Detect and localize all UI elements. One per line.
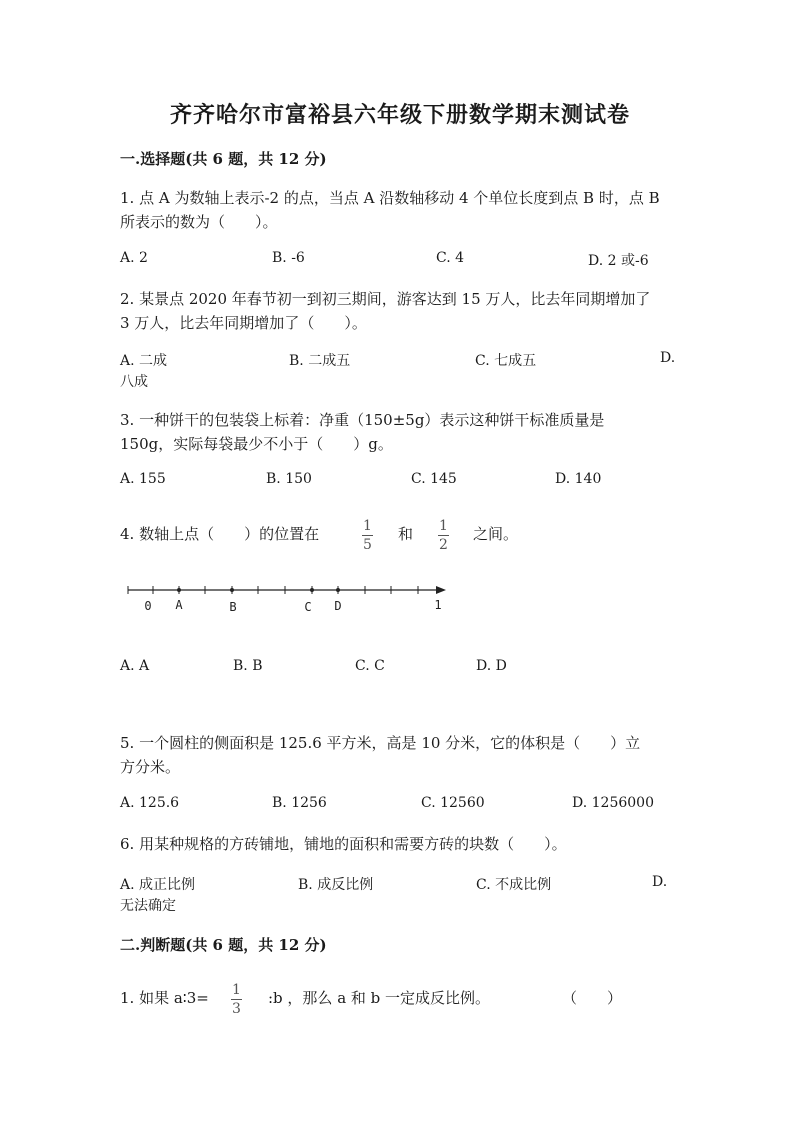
fraction-bar — [362, 535, 373, 536]
q2-option-c: C. 七成五 — [475, 353, 537, 369]
q4-option-b: B. B — [233, 658, 263, 674]
section-heading-judgement: 二.判断题(共 6 题，共 12 分) — [120, 936, 327, 954]
q4-frac1-numerator: 1 — [363, 518, 372, 534]
q1-option-c: C. 4 — [436, 250, 465, 266]
label-a: A — [175, 598, 183, 612]
q2-option-d-text: 八成 — [120, 374, 148, 390]
section-heading-choice: 一.选择题(共 6 题，共 12 分) — [120, 150, 327, 168]
q4-frac2-numerator: 1 — [439, 518, 448, 534]
q4-text-between: 之间。 — [473, 525, 519, 543]
q5-text-line2: 方分米。 — [120, 758, 181, 776]
label-c: C — [304, 600, 312, 614]
q6-option-d-text: 无法确定 — [120, 898, 176, 914]
q4-fraction-one-half — [438, 518, 449, 553]
label-d: D — [334, 599, 342, 613]
q5-option-d: D. 1256000 — [572, 795, 654, 811]
q3-option-d: D. 140 — [555, 471, 602, 487]
label-b: B — [229, 600, 237, 614]
q1-option-b: B. -6 — [272, 250, 305, 266]
q3-text-line1: 3. 一种饼干的包装袋上标着：净重（150±5g）表示这种饼干标准质量是 — [120, 411, 605, 429]
j1-frac-denominator: 3 — [232, 1001, 241, 1017]
q5-option-b: B. 1256 — [272, 795, 327, 811]
q4-fraction-one-fifth — [362, 518, 373, 553]
q1-text-line1: 1. 点 A 为数轴上表示-2 的点，当点 A 沿数轴移动 4 个单位长度到点 B 时，点 B — [120, 189, 660, 207]
q3-option-b: B. 150 — [266, 471, 312, 487]
label-zero: 0 — [144, 599, 152, 613]
point-d-dot — [336, 588, 340, 592]
q4-option-d: D. D — [476, 658, 507, 674]
q2-option-b: B. 二成五 — [289, 353, 351, 369]
j1-frac-numerator: 1 — [232, 982, 241, 998]
j1-answer-blank: （ ） — [562, 989, 623, 1007]
page-title: 齐齐哈尔市富裕县六年级下册数学期末测试卷 — [169, 102, 630, 128]
q3-option-c: C. 145 — [411, 471, 457, 487]
q6-option-d: D. — [652, 874, 668, 890]
label-one: 1 — [434, 598, 442, 612]
q6-option-c: C. 不成比例 — [476, 877, 552, 893]
q4-frac1-denominator: 5 — [363, 537, 372, 553]
j1-fraction-one-third — [231, 982, 242, 1017]
q2-text-line2: 3 万人，比去年同期增加了（ ）。 — [120, 314, 367, 332]
q3-text-line2: 150g，实际每袋最少不小于（ ）g。 — [120, 435, 393, 453]
number-line-arrow-icon — [436, 586, 446, 594]
q6-option-b: B. 成反比例 — [298, 877, 374, 893]
q5-option-c: C. 12560 — [421, 795, 485, 811]
q4-text: 4. 数轴上点（ ）的位置在 — [120, 525, 320, 543]
number-line — [120, 578, 460, 618]
point-c-dot — [310, 588, 314, 592]
q4-option-c: C. C — [355, 658, 385, 674]
q4-frac2-denominator: 2 — [439, 537, 448, 553]
q2-option-d: D. — [660, 350, 676, 366]
point-b-dot — [230, 588, 234, 592]
q1-option-d: D. 2 或-6 — [588, 253, 649, 269]
q6-text-line1: 6. 用某种规格的方砖铺地，铺地的面积和需要方砖的块数（ ）。 — [120, 835, 567, 853]
q6-option-a: A. 成正比例 — [120, 877, 196, 893]
q5-option-a: A. 125.6 — [120, 795, 180, 811]
q4-option-a: A. A — [120, 658, 150, 674]
q2-text-line1: 2. 某景点 2020 年春节初一到初三期间，游客达到 15 万人，比去年同期增加了 — [120, 290, 651, 308]
q2-option-a: A. 二成 — [120, 353, 168, 369]
j1-text: 1. 如果 a∶3= — [120, 989, 209, 1007]
q4-text-and: 和 — [398, 525, 414, 543]
q1-text-line2: 所表示的数为（ ）。 — [120, 213, 278, 231]
q3-option-a: A. 155 — [120, 471, 166, 487]
q1-option-a: A. 2 — [120, 250, 148, 266]
q5-text-line1: 5. 一个圆柱的侧面积是 125.6 平方米，高是 10 分米，它的体积是（ ）立 — [120, 734, 641, 752]
point-a-dot — [177, 588, 181, 592]
fraction-bar — [231, 999, 242, 1000]
j1-text-rest: :b ，那么 a 和 b 一定成反比例。 — [268, 989, 491, 1007]
fraction-bar — [438, 535, 449, 536]
